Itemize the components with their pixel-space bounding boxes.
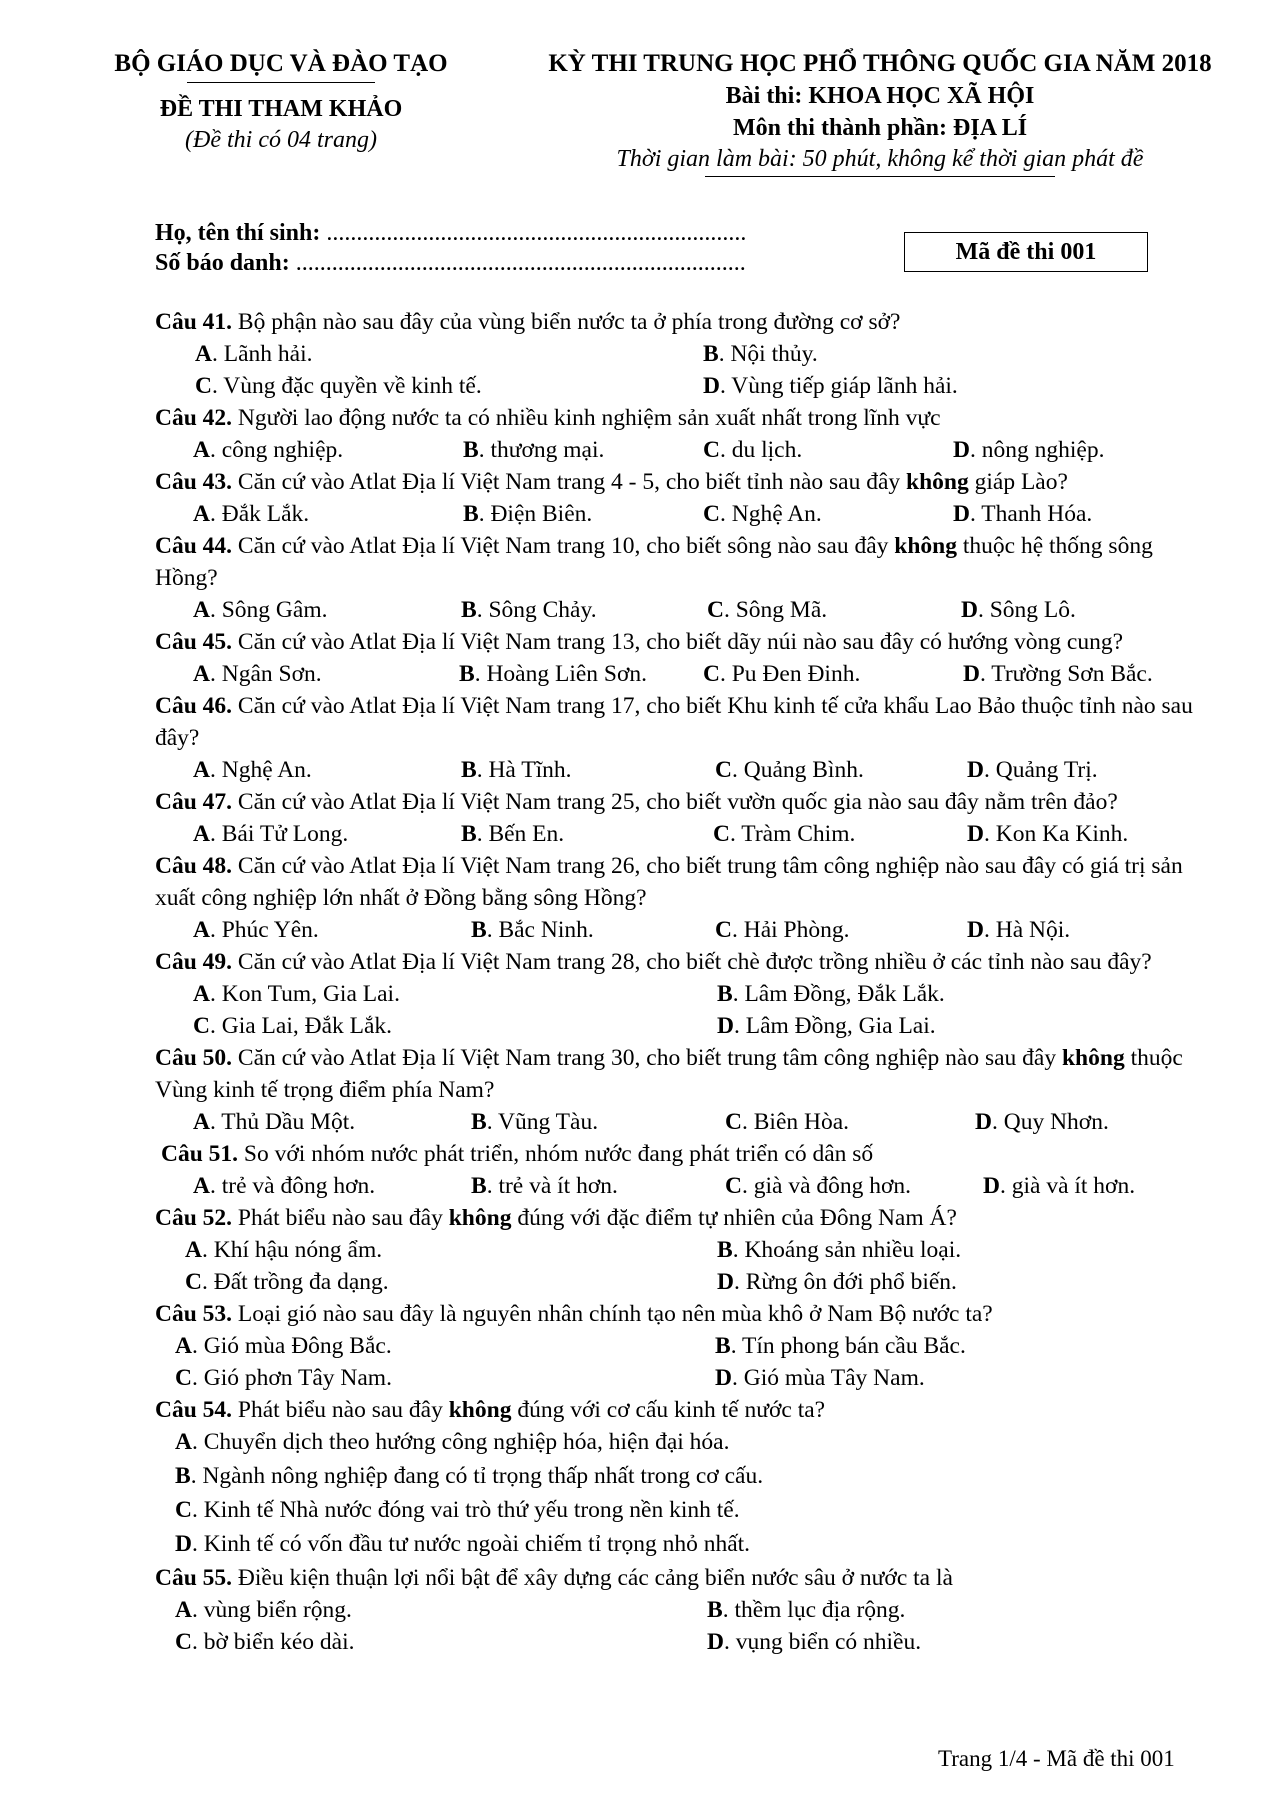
option-text: . Ngân Sơn.: [209, 661, 322, 687]
candidate-name-dots: ......................................................................: [320, 220, 747, 246]
answer-option-c: [185, 1266, 389, 1298]
answer-option-b: [707, 1594, 905, 1626]
answer-option-d: [953, 434, 1104, 466]
option-text: . Bắc Ninh.: [486, 917, 594, 943]
exam-type: ĐỀ THI THAM KHẢO: [159, 96, 403, 122]
question-number: Câu 50.: [155, 1045, 233, 1071]
question-stem: [155, 1042, 1195, 1106]
question-text: Căn cứ vào Atlat Địa lí Việt Nam trang 10, cho biết sông nào sau đây: [232, 533, 895, 559]
option-letter: D: [717, 1269, 734, 1295]
question-text: Căn cứ vào Atlat Địa lí Việt Nam trang 17, cho biết Khu kinh tế cửa khẩu Lao Bảo thuộc tỉnh nào sau đây?: [155, 693, 1193, 751]
option-letter: D: [967, 821, 984, 847]
option-letter: C: [713, 821, 730, 847]
question-emphasis: không: [1061, 1045, 1125, 1071]
answer-option-a: [175, 1594, 352, 1626]
option-letter: D: [175, 1531, 192, 1557]
option-text: . nông nghiệp.: [969, 437, 1105, 463]
option-letter: A: [195, 341, 212, 367]
question-emphasis: không: [894, 533, 957, 559]
option-text: . Gió phơn Tây Nam.: [191, 1365, 392, 1391]
question-number: Câu 42.: [155, 405, 233, 431]
answer-option-b: [461, 754, 572, 786]
answer-option-d: [983, 1170, 1135, 1202]
option-letter: B: [471, 1173, 487, 1199]
answer-option-a: [193, 498, 309, 530]
answer-option-c: [175, 1494, 740, 1526]
answer-option-d: [953, 498, 1092, 530]
option-letter: C: [195, 373, 212, 399]
question-text: đúng với đặc điểm tự nhiên của Đông Nam Á?: [511, 1205, 957, 1231]
option-text: . vùng biển rộng.: [191, 1597, 352, 1623]
answer-option-b: [471, 914, 594, 946]
candidate-name-label: Họ, tên thí sinh:: [155, 220, 321, 246]
question-list: [155, 306, 1195, 1658]
answer-option-a: [175, 1330, 392, 1362]
option-letter: A: [193, 597, 210, 623]
answer-option-a: [193, 818, 348, 850]
question-emphasis: không: [448, 1205, 512, 1231]
test-line: Bài thi: KHOA HỌC XÃ HỘI: [725, 83, 1035, 109]
question-number: Câu 54.: [155, 1397, 233, 1423]
question-stem: [155, 1298, 1195, 1330]
option-text: . già và đông hơn.: [741, 1173, 912, 1199]
option-text: . Lâm Đồng, Đắk Lắk.: [732, 981, 945, 1007]
exam-title: KỲ THI TRUNG HỌC PHỔ THÔNG QUỐC GIA NĂM 2018: [548, 50, 1212, 77]
answer-options: [155, 498, 1195, 530]
option-text: . Điện Biên.: [478, 501, 593, 527]
option-letter: C: [703, 501, 720, 527]
answer-option-a: [193, 754, 312, 786]
option-text: . Thủ Dầu Một.: [209, 1109, 356, 1135]
question: [155, 1394, 1195, 1562]
question-text: Điều kiện thuận lợi nổi bật để xây dựng các cảng biển nước sâu ở nước ta là: [232, 1565, 953, 1591]
question-stem: [155, 690, 1195, 754]
answer-option-b: [715, 1330, 966, 1362]
answer-option-a: [195, 338, 312, 370]
answer-option-b: [463, 498, 592, 530]
option-letter: A: [193, 757, 210, 783]
option-text: . trẻ và đông hơn.: [209, 1173, 376, 1199]
answer-option-c: [725, 1106, 849, 1138]
option-text: . Hà Nội.: [983, 917, 1071, 943]
question-text: Loại gió nào sau đây là nguyên nhân chính tạo nên mùa khô ở Nam Bộ nước ta?: [232, 1301, 993, 1327]
option-letter: D: [715, 1365, 732, 1391]
question-stem: [155, 466, 1195, 498]
option-letter: B: [463, 437, 479, 463]
option-letter: D: [967, 757, 984, 783]
option-letter: D: [963, 661, 980, 687]
question: [155, 530, 1195, 626]
option-text: . Quy Nhơn.: [991, 1109, 1109, 1135]
answer-options: [155, 1170, 1195, 1202]
option-text: . Chuyển dịch theo hướng công nghiệp hóa, hiện đại hóa.: [191, 1429, 730, 1455]
option-text: . Biên Hòa.: [741, 1109, 850, 1135]
answer-options: [155, 1106, 1195, 1138]
answer-option-d: [715, 1362, 925, 1394]
option-letter: B: [461, 597, 477, 623]
option-text: . Bái Tử Long.: [209, 821, 349, 847]
question-stem: [155, 1394, 1195, 1426]
option-letter: C: [175, 1629, 192, 1655]
option-text: . Tràm Chim.: [729, 821, 856, 847]
question: [155, 1562, 1195, 1658]
answer-option-d: [717, 1010, 936, 1042]
option-text: . Ngành nông nghiệp đang có tỉ trọng thấp nhất trong cơ cấu.: [190, 1463, 764, 1489]
question-stem: [155, 850, 1195, 914]
option-letter: A: [193, 821, 210, 847]
question-text: Căn cứ vào Atlat Địa lí Việt Nam trang 25, cho biết vườn quốc gia nào sau đây nằm trên đảo?: [232, 789, 1118, 815]
question-number: Câu 41.: [155, 309, 233, 335]
option-letter: A: [193, 917, 210, 943]
answer-option-d: [961, 594, 1076, 626]
option-letter: D: [961, 597, 978, 623]
option-text: . Vùng tiếp giáp lãnh hải.: [719, 373, 958, 399]
answer-options: [155, 434, 1195, 466]
answer-option-a: [175, 1426, 729, 1458]
answer-option-d: [967, 754, 1098, 786]
question: [155, 402, 1195, 466]
option-text: . du lịch.: [719, 437, 803, 463]
question-number: Câu 47.: [155, 789, 233, 815]
answer-option-b: [463, 434, 604, 466]
answer-option-a: [193, 434, 343, 466]
header-left: [96, 48, 466, 155]
option-letter: B: [459, 661, 475, 687]
answer-option-c: [175, 1362, 392, 1394]
answer-option-d: [707, 1626, 921, 1658]
question-text: Căn cứ vào Atlat Địa lí Việt Nam trang 13, cho biết dãy núi nào sau đây có hướng vòng cung?: [232, 629, 1124, 655]
option-letter: A: [193, 981, 210, 1007]
answer-option-d: [975, 1106, 1109, 1138]
ministry-underline: [187, 82, 375, 83]
option-text: . Kon Ka Kinh.: [983, 821, 1129, 847]
header-right: [510, 48, 1250, 177]
answer-option-a: [193, 978, 400, 1010]
answer-options: [155, 1594, 1195, 1658]
answer-option-c: [715, 914, 849, 946]
exam-code-box: Mã đề thi 001: [904, 232, 1148, 272]
answer-option-c: [725, 1170, 911, 1202]
subject-line: Môn thi thành phần: ĐỊA LÍ: [732, 115, 1028, 141]
answer-options: [155, 978, 1195, 1042]
option-letter: B: [707, 1597, 723, 1623]
option-text: . Gió mùa Tây Nam.: [731, 1365, 925, 1391]
option-letter: B: [471, 917, 487, 943]
option-text: . Hà Tĩnh.: [476, 757, 572, 783]
answer-options: [155, 594, 1195, 626]
question-emphasis: không: [448, 1397, 512, 1423]
option-letter: A: [193, 501, 210, 527]
answer-option-c: [713, 818, 855, 850]
answer-option-b: [703, 338, 818, 370]
candidate-info: [155, 218, 746, 278]
option-letter: D: [953, 501, 970, 527]
answer-option-b: [471, 1106, 598, 1138]
option-letter: D: [703, 373, 720, 399]
answer-option-b: [471, 1170, 618, 1202]
option-text: . Khí hậu nóng ẩm.: [201, 1237, 383, 1263]
option-text: . Phúc Yên.: [209, 917, 319, 943]
option-text: . Vũng Tàu.: [486, 1109, 599, 1135]
question-stem: [155, 1562, 1195, 1594]
question-number: Câu 52.: [155, 1205, 233, 1231]
answer-option-b: [459, 658, 647, 690]
candidate-id-label: Số báo danh:: [155, 250, 290, 276]
option-text: . Nội thủy.: [718, 341, 818, 367]
option-text: . thương mại.: [478, 437, 605, 463]
question-text: giáp Lào?: [968, 469, 1068, 495]
option-text: . bờ biển kéo dài.: [191, 1629, 355, 1655]
question-text: đúng với cơ cấu kinh tế nước ta?: [511, 1397, 826, 1423]
question: [155, 690, 1195, 786]
answer-option-d: [963, 658, 1153, 690]
question-text: thuộc Vùng kinh tế trọng điểm phía Nam?: [155, 1045, 1183, 1103]
option-letter: D: [717, 1013, 734, 1039]
option-letter: C: [703, 661, 720, 687]
question-stem: [155, 530, 1195, 594]
option-letter: A: [193, 661, 210, 687]
question: [155, 1042, 1195, 1138]
option-letter: B: [463, 501, 479, 527]
question-stem: [155, 626, 1195, 658]
answer-option-a: [193, 914, 319, 946]
option-letter: A: [185, 1237, 202, 1263]
option-text: . Trường Sơn Bắc.: [979, 661, 1153, 687]
option-letter: C: [715, 917, 732, 943]
option-letter: B: [715, 1333, 731, 1359]
option-letter: D: [707, 1629, 724, 1655]
question-text: Phát biểu nào sau đây: [232, 1397, 449, 1423]
answer-option-c: [703, 658, 860, 690]
option-letter: C: [175, 1497, 192, 1523]
question-number: Câu 49.: [155, 949, 233, 975]
candidate-id-row: [155, 248, 746, 278]
option-letter: D: [953, 437, 970, 463]
answer-option-b: [461, 818, 564, 850]
option-text: . Đắk Lắk.: [209, 501, 310, 527]
option-letter: C: [185, 1269, 202, 1295]
answer-option-a: [185, 1234, 382, 1266]
answer-option-d: [967, 818, 1128, 850]
option-text: . Lâm Đồng, Gia Lai.: [733, 1013, 936, 1039]
answer-option-a: [193, 658, 322, 690]
question-text: Bộ phận nào sau đây của vùng biển nước ta ở phía trong đường cơ sở?: [232, 309, 901, 335]
option-text: . Đất trồng đa dạng.: [201, 1269, 389, 1295]
option-letter: A: [175, 1597, 192, 1623]
question-number: Câu 45.: [155, 629, 233, 655]
answer-options: [155, 658, 1195, 690]
question-text: Người lao động nước ta có nhiều kinh nghiệm sản xuất nhất trong lĩnh vực: [232, 405, 941, 431]
option-text: . Kinh tế Nhà nước đóng vai trò thứ yếu trong nền kinh tế.: [191, 1497, 740, 1523]
option-text: . Pu Đen Đinh.: [719, 661, 861, 687]
option-text: . Hải Phòng.: [731, 917, 850, 943]
question-number: Câu 53.: [155, 1301, 233, 1327]
option-letter: A: [193, 1109, 210, 1135]
answer-options: [155, 754, 1195, 786]
option-text: . Kon Tum, Gia Lai.: [209, 981, 400, 1007]
question-text: So với nhóm nước phát triển, nhóm nước đang phát triển có dân số: [238, 1141, 874, 1167]
option-text: . Nghệ An.: [209, 757, 312, 783]
answer-option-c: [703, 434, 802, 466]
answer-options: [155, 818, 1195, 850]
option-text: . Quảng Trị.: [983, 757, 1098, 783]
option-letter: A: [193, 437, 210, 463]
answer-option-d: [175, 1528, 750, 1560]
question-stem: [155, 1138, 1195, 1170]
option-letter: D: [983, 1173, 1000, 1199]
question: [155, 850, 1195, 946]
option-letter: D: [975, 1109, 992, 1135]
option-letter: C: [725, 1173, 742, 1199]
option-letter: A: [175, 1429, 192, 1455]
question: [155, 1138, 1195, 1202]
question-text: thuộc hệ thống sông Hồng?: [155, 533, 1153, 591]
question-number: Câu 46.: [155, 693, 233, 719]
question-text: Căn cứ vào Atlat Địa lí Việt Nam trang 28, cho biết chè được trồng nhiều ở các tỉnh nào sau đây?: [232, 949, 1152, 975]
answer-options: [155, 1330, 1195, 1394]
option-letter: C: [715, 757, 732, 783]
question-number: Câu 48.: [155, 853, 233, 879]
question: [155, 1202, 1195, 1298]
option-text: . công nghiệp.: [209, 437, 344, 463]
answer-option-c: [715, 754, 864, 786]
option-text: . vụng biển có nhiều.: [723, 1629, 922, 1655]
option-letter: A: [193, 1173, 210, 1199]
answer-options: [155, 914, 1195, 946]
option-letter: C: [725, 1109, 742, 1135]
option-letter: B: [717, 1237, 733, 1263]
candidate-name-row: [155, 218, 746, 248]
question: [155, 306, 1195, 402]
answer-option-c: [703, 498, 822, 530]
answer-option-a: [193, 1170, 375, 1202]
option-text: . Gió mùa Đông Bắc.: [191, 1333, 392, 1359]
question: [155, 946, 1195, 1042]
question: [155, 626, 1195, 690]
answer-option-d: [967, 914, 1070, 946]
option-letter: B: [461, 821, 477, 847]
option-text: . Hoàng Liên Sơn.: [474, 661, 648, 687]
question-number: Câu 55.: [155, 1565, 233, 1591]
question-stem: [155, 306, 1195, 338]
option-letter: C: [193, 1013, 210, 1039]
option-text: . Lãnh hải.: [211, 341, 313, 367]
option-text: . Khoáng sản nhiều loại.: [732, 1237, 962, 1263]
option-text: . Sông Lô.: [977, 597, 1076, 623]
page-footer: Trang 1/4 - Mã đề thi 001: [938, 1746, 1175, 1771]
ministry-name: BỘ GIÁO DỤC VÀ ĐÀO TẠO: [114, 50, 448, 77]
answer-option-a: [193, 1106, 355, 1138]
option-text: . Bến En.: [476, 821, 565, 847]
question-number: Câu 51.: [161, 1141, 239, 1167]
answer-option-b: [175, 1460, 763, 1492]
question: [155, 786, 1195, 850]
option-text: . thềm lục địa rộng.: [722, 1597, 906, 1623]
question-text: Căn cứ vào Atlat Địa lí Việt Nam trang 26, cho biết trung tâm công nghiệp nào sau đây có giá trị sản xuất công nghiệp lớn nhất ở Đồng bằng sông Hồng?: [155, 853, 1183, 911]
question-text: Căn cứ vào Atlat Địa lí Việt Nam trang 4 - 5, cho biết tỉnh nào sau đây: [232, 469, 907, 495]
question-stem: [155, 1202, 1195, 1234]
option-letter: A: [175, 1333, 192, 1359]
option-letter: B: [175, 1463, 191, 1489]
answer-option-a: [193, 594, 327, 626]
option-text: . Rừng ôn đới phổ biến.: [733, 1269, 957, 1295]
question-stem: [155, 946, 1195, 978]
question: [155, 1298, 1195, 1394]
answer-option-b: [717, 978, 945, 1010]
question: [155, 466, 1195, 530]
question-stem: [155, 786, 1195, 818]
answer-options: [155, 1234, 1195, 1298]
question-stem: [155, 402, 1195, 434]
option-text: . Vùng đặc quyền về kinh tế.: [211, 373, 482, 399]
option-text: . Thanh Hóa.: [969, 501, 1093, 527]
answer-option-c: [175, 1626, 355, 1658]
option-letter: B: [717, 981, 733, 1007]
time-line: Thời gian làm bài: 50 phút, không kể thời gian phát đề: [616, 146, 1144, 172]
option-letter: C: [175, 1365, 192, 1391]
answer-option-b: [461, 594, 597, 626]
option-text: . Sông Chảy.: [476, 597, 597, 623]
question-number: Câu 44.: [155, 533, 233, 559]
option-letter: B: [461, 757, 477, 783]
option-text: . Sông Gâm.: [209, 597, 328, 623]
option-text: . Tín phong bán cầu Bắc.: [730, 1333, 966, 1359]
candidate-id-dots: ...........................................................................: [289, 250, 746, 276]
time-underline: [705, 176, 1055, 177]
question-text: Phát biểu nào sau đây: [232, 1205, 449, 1231]
answer-option-d: [717, 1266, 957, 1298]
answer-option-c: [193, 1010, 392, 1042]
option-text: . Gia Lai, Đắk Lắk.: [209, 1013, 393, 1039]
option-text: . Sông Mã.: [723, 597, 828, 623]
option-text: . già và ít hơn.: [999, 1173, 1136, 1199]
answer-options: [155, 1426, 1195, 1562]
option-letter: B: [471, 1109, 487, 1135]
option-letter: C: [703, 437, 720, 463]
option-text: . trẻ và ít hơn.: [486, 1173, 618, 1199]
option-letter: B: [703, 341, 719, 367]
option-letter: C: [707, 597, 724, 623]
question-text: Căn cứ vào Atlat Địa lí Việt Nam trang 30, cho biết trung tâm công nghiệp nào sau đây: [232, 1045, 1062, 1071]
question-number: Câu 43.: [155, 469, 233, 495]
answer-option-d: [703, 370, 958, 402]
answer-options: [155, 338, 1195, 402]
option-text: . Nghệ An.: [719, 501, 822, 527]
option-text: . Kinh tế có vốn đầu tư nước ngoài chiếm tỉ trọng nhỏ nhất.: [191, 1531, 751, 1557]
option-text: . Quảng Bình.: [731, 757, 864, 783]
answer-option-c: [195, 370, 482, 402]
option-letter: D: [967, 917, 984, 943]
answer-option-c: [707, 594, 827, 626]
question-emphasis: không: [906, 469, 969, 495]
pages-note: (Đề thi có 04 trang): [185, 127, 377, 153]
answer-option-b: [717, 1234, 961, 1266]
